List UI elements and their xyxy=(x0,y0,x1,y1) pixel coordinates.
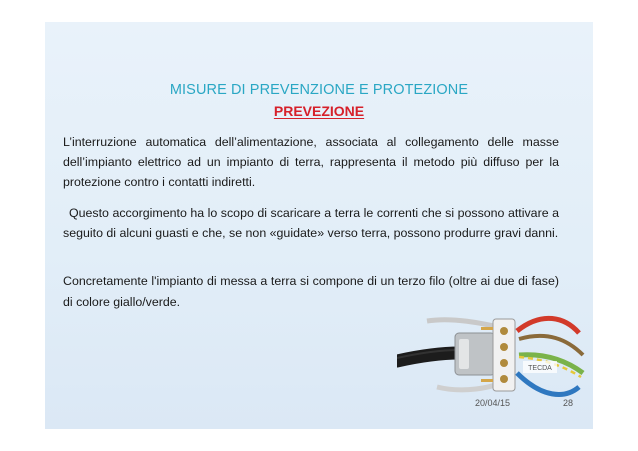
paragraph-accorgimento: Questo accorgimento ha lo scopo di scaricare a terra le correnti che si possono attivare a seguito di alcuni guasti e che, se non «guidate» verso terra, possono produrre gravi danni. xyxy=(63,206,559,240)
brand-label: TECDA xyxy=(528,365,552,372)
footer-date: 20/04/15 xyxy=(475,398,511,408)
slide-subtitle: PREVEZIONE xyxy=(273,103,365,119)
slide xyxy=(45,22,593,429)
paragraph-impianto-terra: Concretamente l'impianto di messa a terra si compone di un terzo filo (oltre ai due di fase) di colore giallo/verde. xyxy=(63,274,559,309)
slide-title: MISURE DI PREVENZIONE E PROTEZIONE xyxy=(169,82,469,98)
page-number: 28 xyxy=(563,398,574,408)
plug-wiring-photo xyxy=(397,303,587,408)
paragraph-interruzione: L’interruzione automatica dell’alimentazione, associata al collegamento delle masse dell’impianto elettrico ad un impianto di terra, rappresenta il metodo più diffuso per la protezione contro i contatti indiretti. xyxy=(63,135,559,189)
